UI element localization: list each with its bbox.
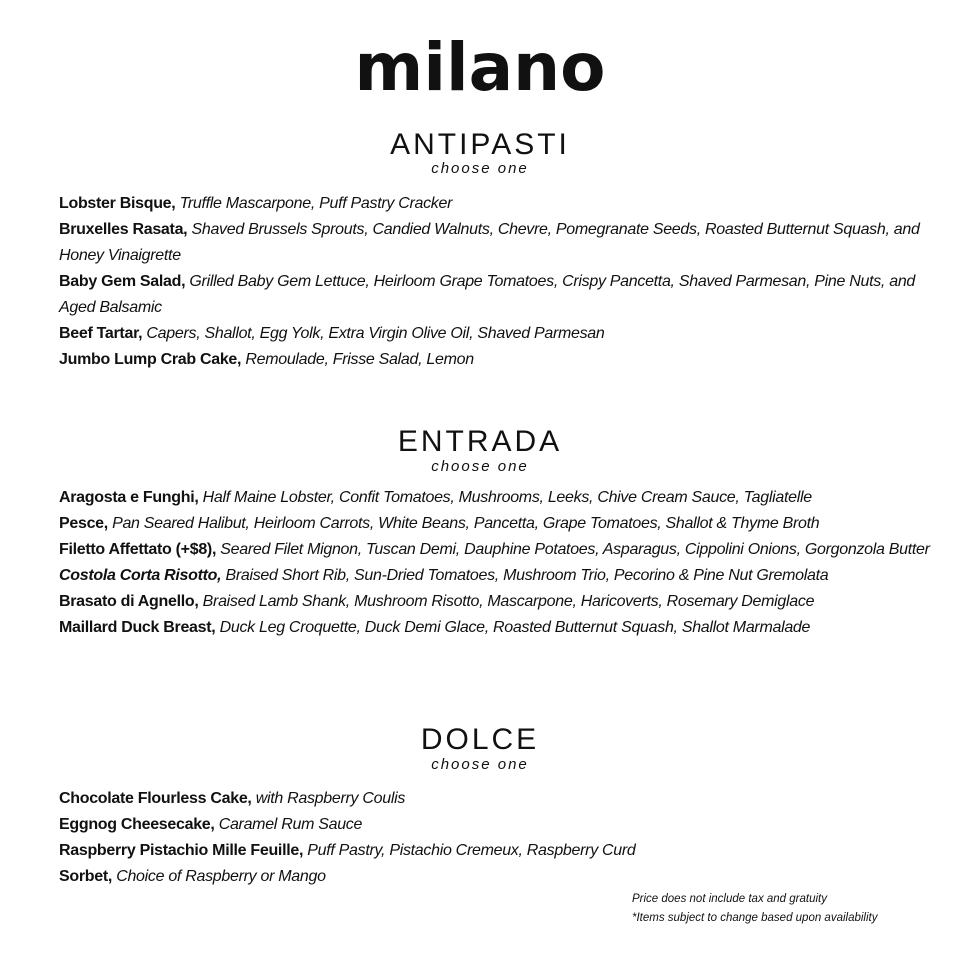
menu-item bbox=[59, 347, 939, 373]
menu-item bbox=[59, 615, 939, 641]
item-description: Seared Filet Mignon, Tuscan Demi, Dauphine Potatoes, Asparagus, Cippolini Onions, Gorgonzola Butter bbox=[220, 541, 930, 558]
item-name: Chocolate Flourless Cake, bbox=[59, 790, 252, 807]
brand-logo: milano bbox=[354, 29, 606, 106]
entrada-list bbox=[59, 485, 939, 641]
menu-item bbox=[59, 786, 939, 812]
menu-item bbox=[59, 321, 939, 347]
item-description: Braised Short Rib, Sun-Dried Tomatoes, Mushroom Trio, Pecorino & Pine Nut Gremolata bbox=[225, 567, 829, 584]
section-title-entrada: ENTRADA bbox=[397, 425, 563, 458]
item-name: Costola Corta Risotto, bbox=[59, 567, 222, 584]
item-name: Lobster Bisque, bbox=[59, 195, 176, 212]
menu-item bbox=[59, 563, 939, 589]
menu-item bbox=[59, 269, 939, 321]
footnote-availability: *Items subject to change based upon availability bbox=[632, 912, 878, 924]
item-name: Baby Gem Salad, bbox=[59, 273, 186, 290]
item-name: Eggnog Cheesecake, bbox=[59, 816, 215, 833]
section-subtitle-antipasti: choose one bbox=[431, 160, 529, 177]
item-description: Remoulade, Frisse Salad, Lemon bbox=[245, 351, 474, 368]
menu-item bbox=[59, 864, 939, 890]
menu-item bbox=[59, 511, 939, 537]
item-description: Duck Leg Croquette, Duck Demi Glace, Roasted Butternut Squash, Shallot Marmalade bbox=[219, 619, 811, 636]
section-title-dolce: DOLCE bbox=[420, 723, 540, 756]
antipasti-list bbox=[59, 191, 939, 373]
menu-item bbox=[59, 191, 939, 217]
item-name: Jumbo Lump Crab Cake, bbox=[59, 351, 242, 368]
section-title-antipasti: ANTIPASTI bbox=[390, 128, 570, 161]
item-description: Half Maine Lobster, Confit Tomatoes, Mushrooms, Leeks, Chive Cream Sauce, Tagliatelle bbox=[202, 489, 812, 506]
item-description: Braised Lamb Shank, Mushroom Risotto, Mascarpone, Haricoverts, Rosemary Demiglace bbox=[202, 593, 815, 610]
item-name: Bruxelles Rasata, bbox=[59, 221, 188, 238]
item-description: Pan Seared Halibut, Heirloom Carrots, White Beans, Pancetta, Grape Tomatoes, Shallot & Thyme Broth bbox=[112, 515, 820, 532]
section-subtitle-dolce: choose one bbox=[431, 756, 529, 773]
item-description: Shaved Brussels Sprouts, Candied Walnuts, Chevre, Pomegranate Seeds, Roasted Butternut Squash, and Honey Vinaigrette bbox=[59, 221, 920, 264]
dolce-list bbox=[59, 786, 939, 890]
item-name: Brasato di Agnello, bbox=[59, 593, 199, 610]
item-name: Raspberry Pistachio Mille Feuille, bbox=[59, 842, 304, 859]
item-name: Sorbet, bbox=[59, 868, 113, 885]
item-description: Caramel Rum Sauce bbox=[218, 816, 363, 833]
menu-item bbox=[59, 838, 939, 864]
footnote-tax: Price does not include tax and gratuity bbox=[632, 893, 827, 905]
item-description: with Raspberry Coulis bbox=[255, 790, 406, 807]
menu-item bbox=[59, 537, 939, 563]
section-subtitle-entrada: choose one bbox=[431, 458, 529, 475]
menu-item bbox=[59, 217, 939, 269]
menu-item bbox=[59, 485, 939, 511]
item-description: Grilled Baby Gem Lettuce, Heirloom Grape Tomatoes, Crispy Pancetta, Shaved Parmesan, Pine Nuts, and Aged Balsamic bbox=[59, 273, 916, 316]
item-name: Pesce, bbox=[59, 515, 108, 532]
item-name: Beef Tartar, bbox=[59, 325, 143, 342]
menu-item bbox=[59, 812, 939, 838]
item-name: Maillard Duck Breast, bbox=[59, 619, 216, 636]
item-name: Filetto Affettato (+$8), bbox=[59, 541, 217, 558]
item-name: Aragosta e Funghi, bbox=[59, 489, 199, 506]
item-description: Truffle Mascarpone, Puff Pastry Cracker bbox=[179, 195, 453, 212]
item-description: Capers, Shallot, Egg Yolk, Extra Virgin Olive Oil, Shaved Parmesan bbox=[146, 325, 605, 342]
item-description: Puff Pastry, Pistachio Cremeux, Raspberry Curd bbox=[307, 842, 636, 859]
item-description: Choice of Raspberry or Mango bbox=[116, 868, 326, 885]
menu-item bbox=[59, 589, 939, 615]
